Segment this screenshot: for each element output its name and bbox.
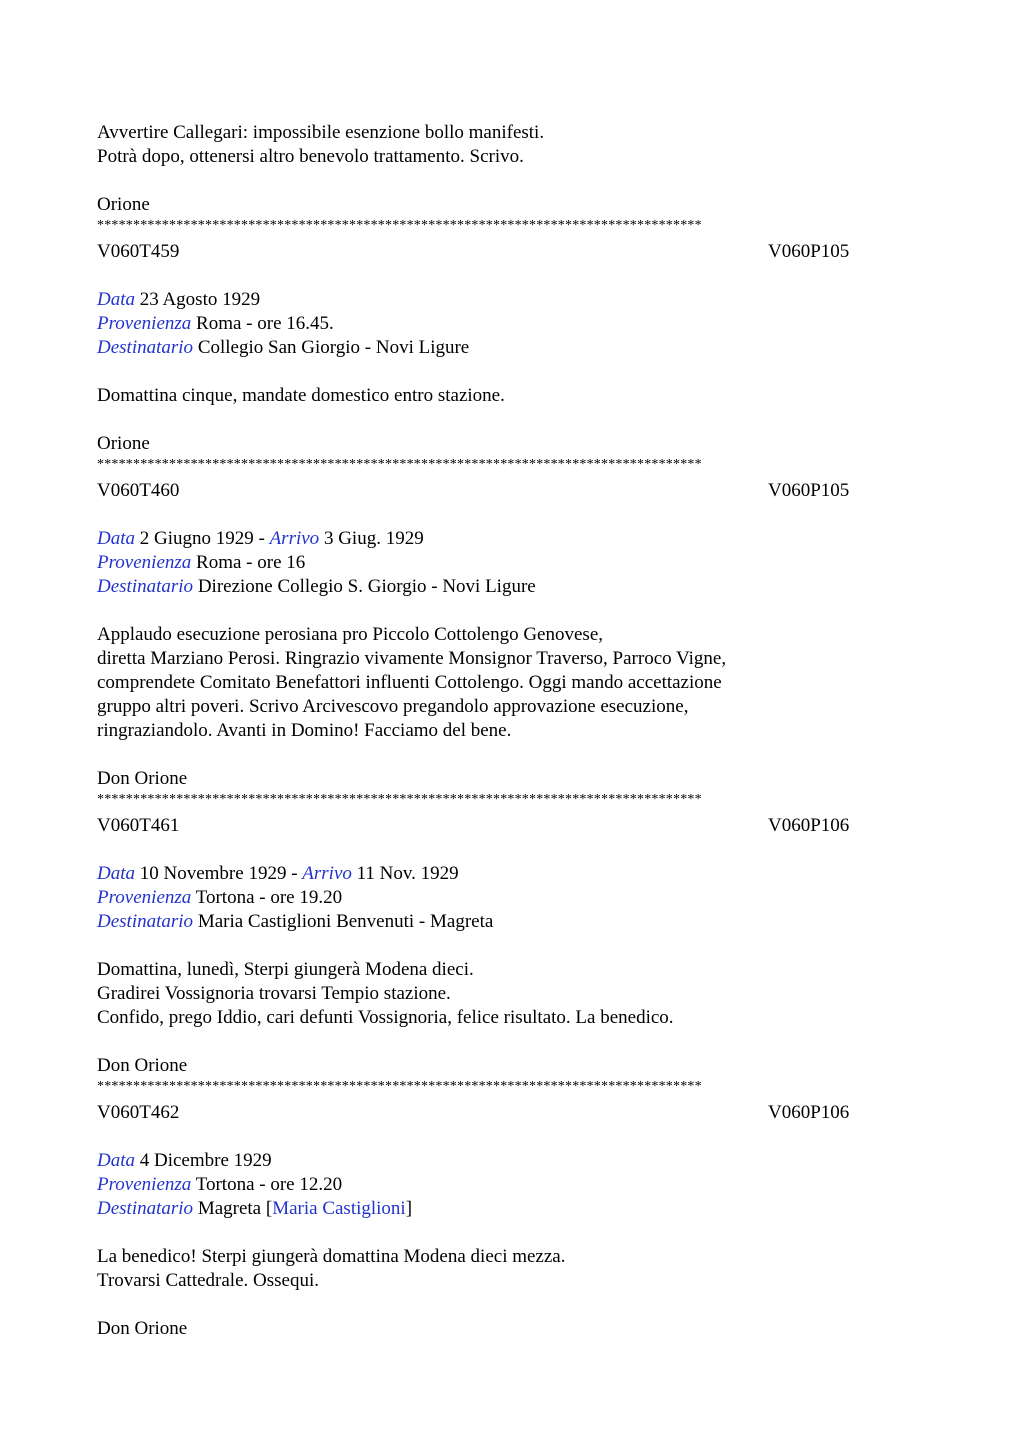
recipient-value: Maria Castiglioni Benvenuti - Magreta — [197, 911, 494, 932]
intro-line: Potrà dopo, ottenersi altro benevolo trattamento. Scrivo. — [97, 146, 524, 167]
entry-codes — [97, 479, 927, 503]
recipient-value: Magreta — [197, 1198, 262, 1219]
body-line: gruppo altri poveri. Scrivo Arcivescovo pregandolo approvazione esecuzione, — [97, 696, 689, 717]
separator: ************************************************************************************ — [97, 792, 702, 807]
body-line: diretta Marziano Perosi. Ringrazio vivamente Monsignor Traverso, Parroco Vigne, — [97, 648, 727, 669]
signature: Don Orione — [97, 768, 188, 789]
recipient-line — [97, 910, 927, 934]
recipient-line: Destinatario Magreta [Maria Castiglioni] — [97, 1198, 413, 1219]
code-t: V060T461 — [97, 815, 180, 836]
destinatario-label: Destinatario — [97, 337, 194, 358]
body-line: comprendete Comitato Benefattori influenti Cottolengo. Oggi mando accettazione — [97, 672, 722, 693]
date-line: Data 2 Giugno 1929 - Arrivo 3 Giug. 1929 — [97, 528, 424, 549]
destinatario-label: Destinatario — [97, 1198, 194, 1219]
intro-line: Avvertire Callegari: impossibile esenzione bollo manifesti. — [97, 122, 545, 143]
entry-codes — [97, 240, 927, 264]
code-p: V060P105 — [768, 480, 850, 501]
data-label: Data — [97, 528, 135, 549]
body-line: ringraziandolo. Avanti in Domino! Facciamo del bene. — [97, 720, 512, 741]
separator: ************************************************************************************ — [97, 1079, 702, 1094]
provenienza-label: Provenienza — [97, 552, 192, 573]
origin-value: Roma - ore 16 — [196, 552, 306, 573]
document-page — [97, 121, 927, 1341]
recipient-value: Collegio San Giorgio - Novi Ligure — [197, 337, 470, 358]
signature: Don Orione — [97, 1055, 188, 1076]
separator: ************************************************************************************ — [97, 457, 702, 472]
body-line: Confido, prego Iddio, cari defunti Vossignoria, felice risultato. La benedico. — [97, 1007, 674, 1028]
body-line: Domattina cinque, mandate domestico entro stazione. — [97, 385, 505, 406]
signature: Don Orione — [97, 1318, 188, 1339]
separator: ************************************************************************************ — [97, 218, 702, 233]
date-value: 4 Dicembre 1929 — [139, 1150, 272, 1171]
arrivo-label: Arrivo — [269, 528, 320, 549]
code-t: V060T462 — [97, 1102, 180, 1123]
signature: Orione — [97, 433, 150, 454]
provenienza-label: Provenienza — [97, 887, 192, 908]
data-label: Data — [97, 1150, 135, 1171]
telegram-entry — [97, 1101, 927, 1341]
arrivo-label: Arrivo — [302, 863, 352, 884]
recipient-line — [97, 575, 927, 599]
destinatario-label: Destinatario — [97, 576, 194, 597]
data-label: Data — [97, 289, 135, 310]
date-value: 2 Giugno 1929 — [139, 528, 254, 549]
origin-value: Tortona - ore 19.20 — [195, 887, 343, 908]
body-line: Trovarsi Cattedrale. Ossequi. — [97, 1270, 319, 1291]
origin-line — [97, 312, 927, 336]
provenienza-label: Provenienza — [97, 313, 192, 334]
code-p: V060P106 — [768, 1102, 850, 1123]
telegram-entry — [97, 479, 927, 791]
recipient-line — [97, 336, 927, 360]
recipient-value: Direzione Collegio S. Giorgio - Novi Ligure — [197, 576, 536, 597]
origin-line — [97, 1173, 927, 1197]
recipient-link[interactable]: Maria Castiglioni — [272, 1198, 406, 1219]
date-line — [97, 1149, 927, 1173]
date-value: 23 Agosto 1929 — [139, 289, 261, 310]
data-label: Data — [97, 863, 135, 884]
origin-line — [97, 551, 927, 575]
provenienza-label: Provenienza — [97, 1174, 192, 1195]
origin-value: Roma - ore 16.45. — [196, 313, 334, 334]
code-p: V060P106 — [768, 815, 850, 836]
origin-line — [97, 886, 927, 910]
code-t: V060T460 — [97, 480, 180, 501]
telegram-entry — [97, 240, 927, 456]
body-line: La benedico! Sterpi giungerà domattina Modena dieci mezza. — [97, 1246, 566, 1267]
signature: Orione — [97, 194, 150, 215]
body-line: Applaudo esecuzione perosiana pro Piccolo Cottolengo Genovese, — [97, 624, 603, 645]
arrival-value: 3 Giug. 1929 — [323, 528, 424, 549]
date-line: Data 10 Novembre 1929 - Arrivo 11 Nov. 1929 — [97, 863, 459, 884]
arrival-value: 11 Nov. 1929 — [356, 863, 459, 884]
body-line: Gradirei Vossignoria trovarsi Tempio stazione. — [97, 983, 451, 1004]
telegram-entry — [97, 814, 927, 1078]
date-value: 10 Novembre 1929 — [139, 863, 287, 884]
origin-value: Tortona - ore 12.20 — [195, 1174, 343, 1195]
entry-codes — [97, 814, 927, 838]
date-line — [97, 288, 927, 312]
destinatario-label: Destinatario — [97, 911, 194, 932]
code-t: V060T459 — [97, 241, 180, 262]
body-line: Domattina, lunedì, Sterpi giungerà Modena dieci. — [97, 959, 474, 980]
code-p: V060P105 — [768, 241, 850, 262]
entry-codes — [97, 1101, 927, 1125]
intro-section — [97, 121, 927, 217]
